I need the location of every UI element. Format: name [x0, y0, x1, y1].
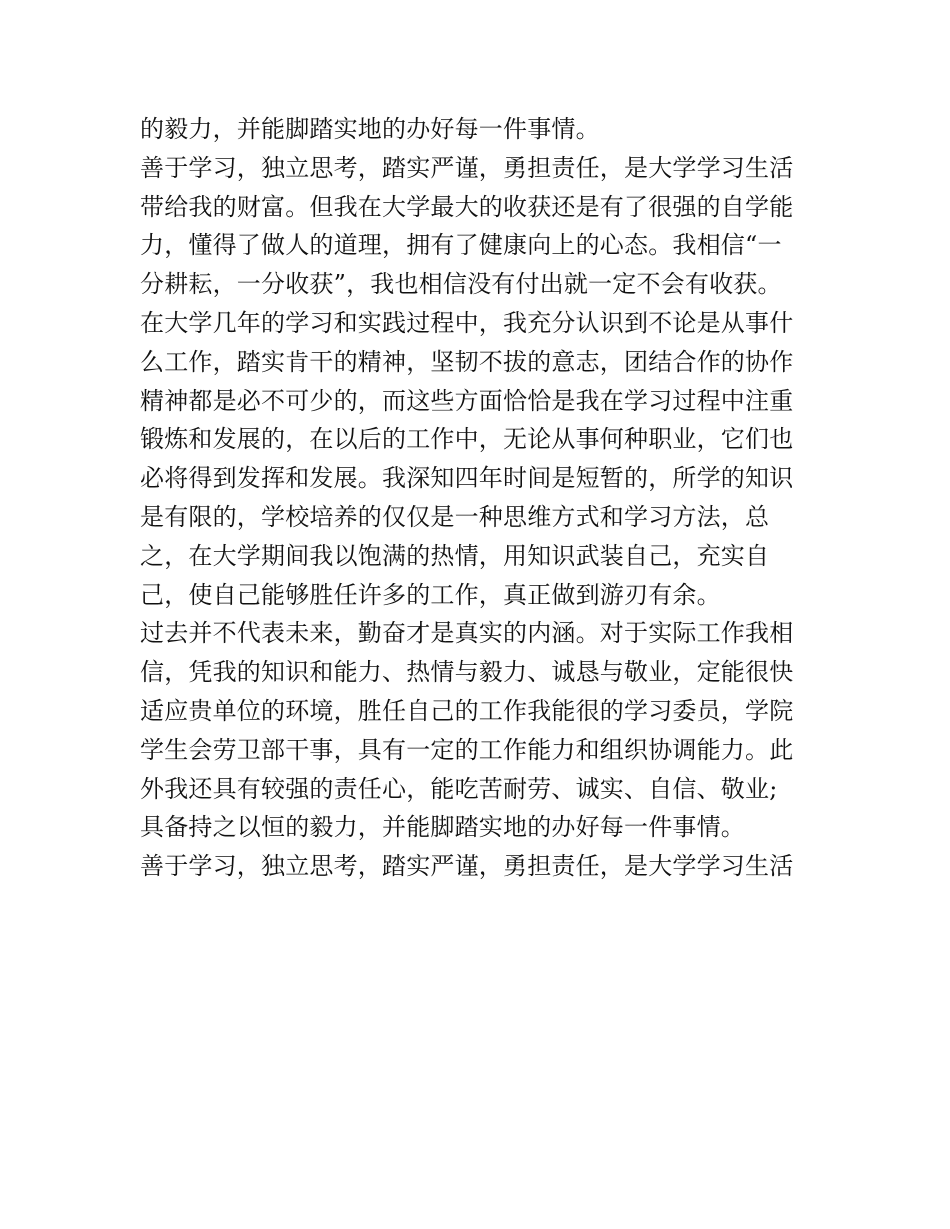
text-line: 外我还具有较强的责任心，能吃苦耐劳、诚实、自信、敬业; — [140, 774, 778, 803]
document-body-text — [140, 110, 820, 886]
text-line: 过去并不代表未来，勤奋才是真实的内涵。对于实际工作我相 — [140, 619, 794, 648]
text-line: 分耕耘，一分收获”，我也相信没有付出就一定不会有收获。 — [140, 270, 782, 299]
text-line: 适应贵单位的环境，胜任自己的工作我能很的学习委员，学院 — [140, 696, 794, 725]
text-line: 信，凭我的知识和能力、热情与毅力、诚恳与敬业，定能很快 — [140, 658, 794, 687]
text-line: 己，使自己能够胜任许多的工作，真正做到游刃有余。 — [140, 580, 721, 609]
text-line: 带给我的财富。但我在大学最大的收获还是有了很强的自学能 — [140, 192, 794, 221]
text-line: 锻炼和发展的，在以后的工作中，无论从事何种职业，它们也 — [140, 425, 794, 454]
text-line: 必将得到发挥和发展。我深知四年时间是短暂的，所学的知识 — [140, 464, 794, 493]
text-line: 之，在大学期间我以饱满的热情，用知识武装自己，充实自 — [140, 541, 770, 570]
text-line: 精神都是必不可少的，而这些方面恰恰是我在学习过程中注重 — [140, 386, 794, 415]
text-line: 学生会劳卫部干事，具有一定的工作能力和组织协调能力。此 — [140, 735, 794, 764]
text-line: 具备持之以恒的毅力，并能脚踏实地的办好每一件事情。 — [140, 813, 745, 842]
text-line: 是有限的，学校培养的仅仅是一种思维方式和学习方法，总 — [140, 502, 770, 531]
text-line: 么工作，踏实肯干的精神，坚韧不拔的意志，团结合作的协作 — [140, 347, 794, 376]
text-line: 力，懂得了做人的道理，拥有了健康向上的心态。我相信“一 — [140, 231, 782, 260]
text-line: 在大学几年的学习和实践过程中，我充分认识到不论是从事什 — [140, 308, 794, 337]
text-line: 善于学习，独立思考，踏实严谨，勇担责任，是大学学习生活 — [140, 852, 794, 881]
text-line: 善于学习，独立思考，踏实严谨，勇担责任，是大学学习生活 — [140, 153, 794, 182]
text-line: 的毅力，并能脚踏实地的办好每一件事情。 — [140, 115, 600, 143]
